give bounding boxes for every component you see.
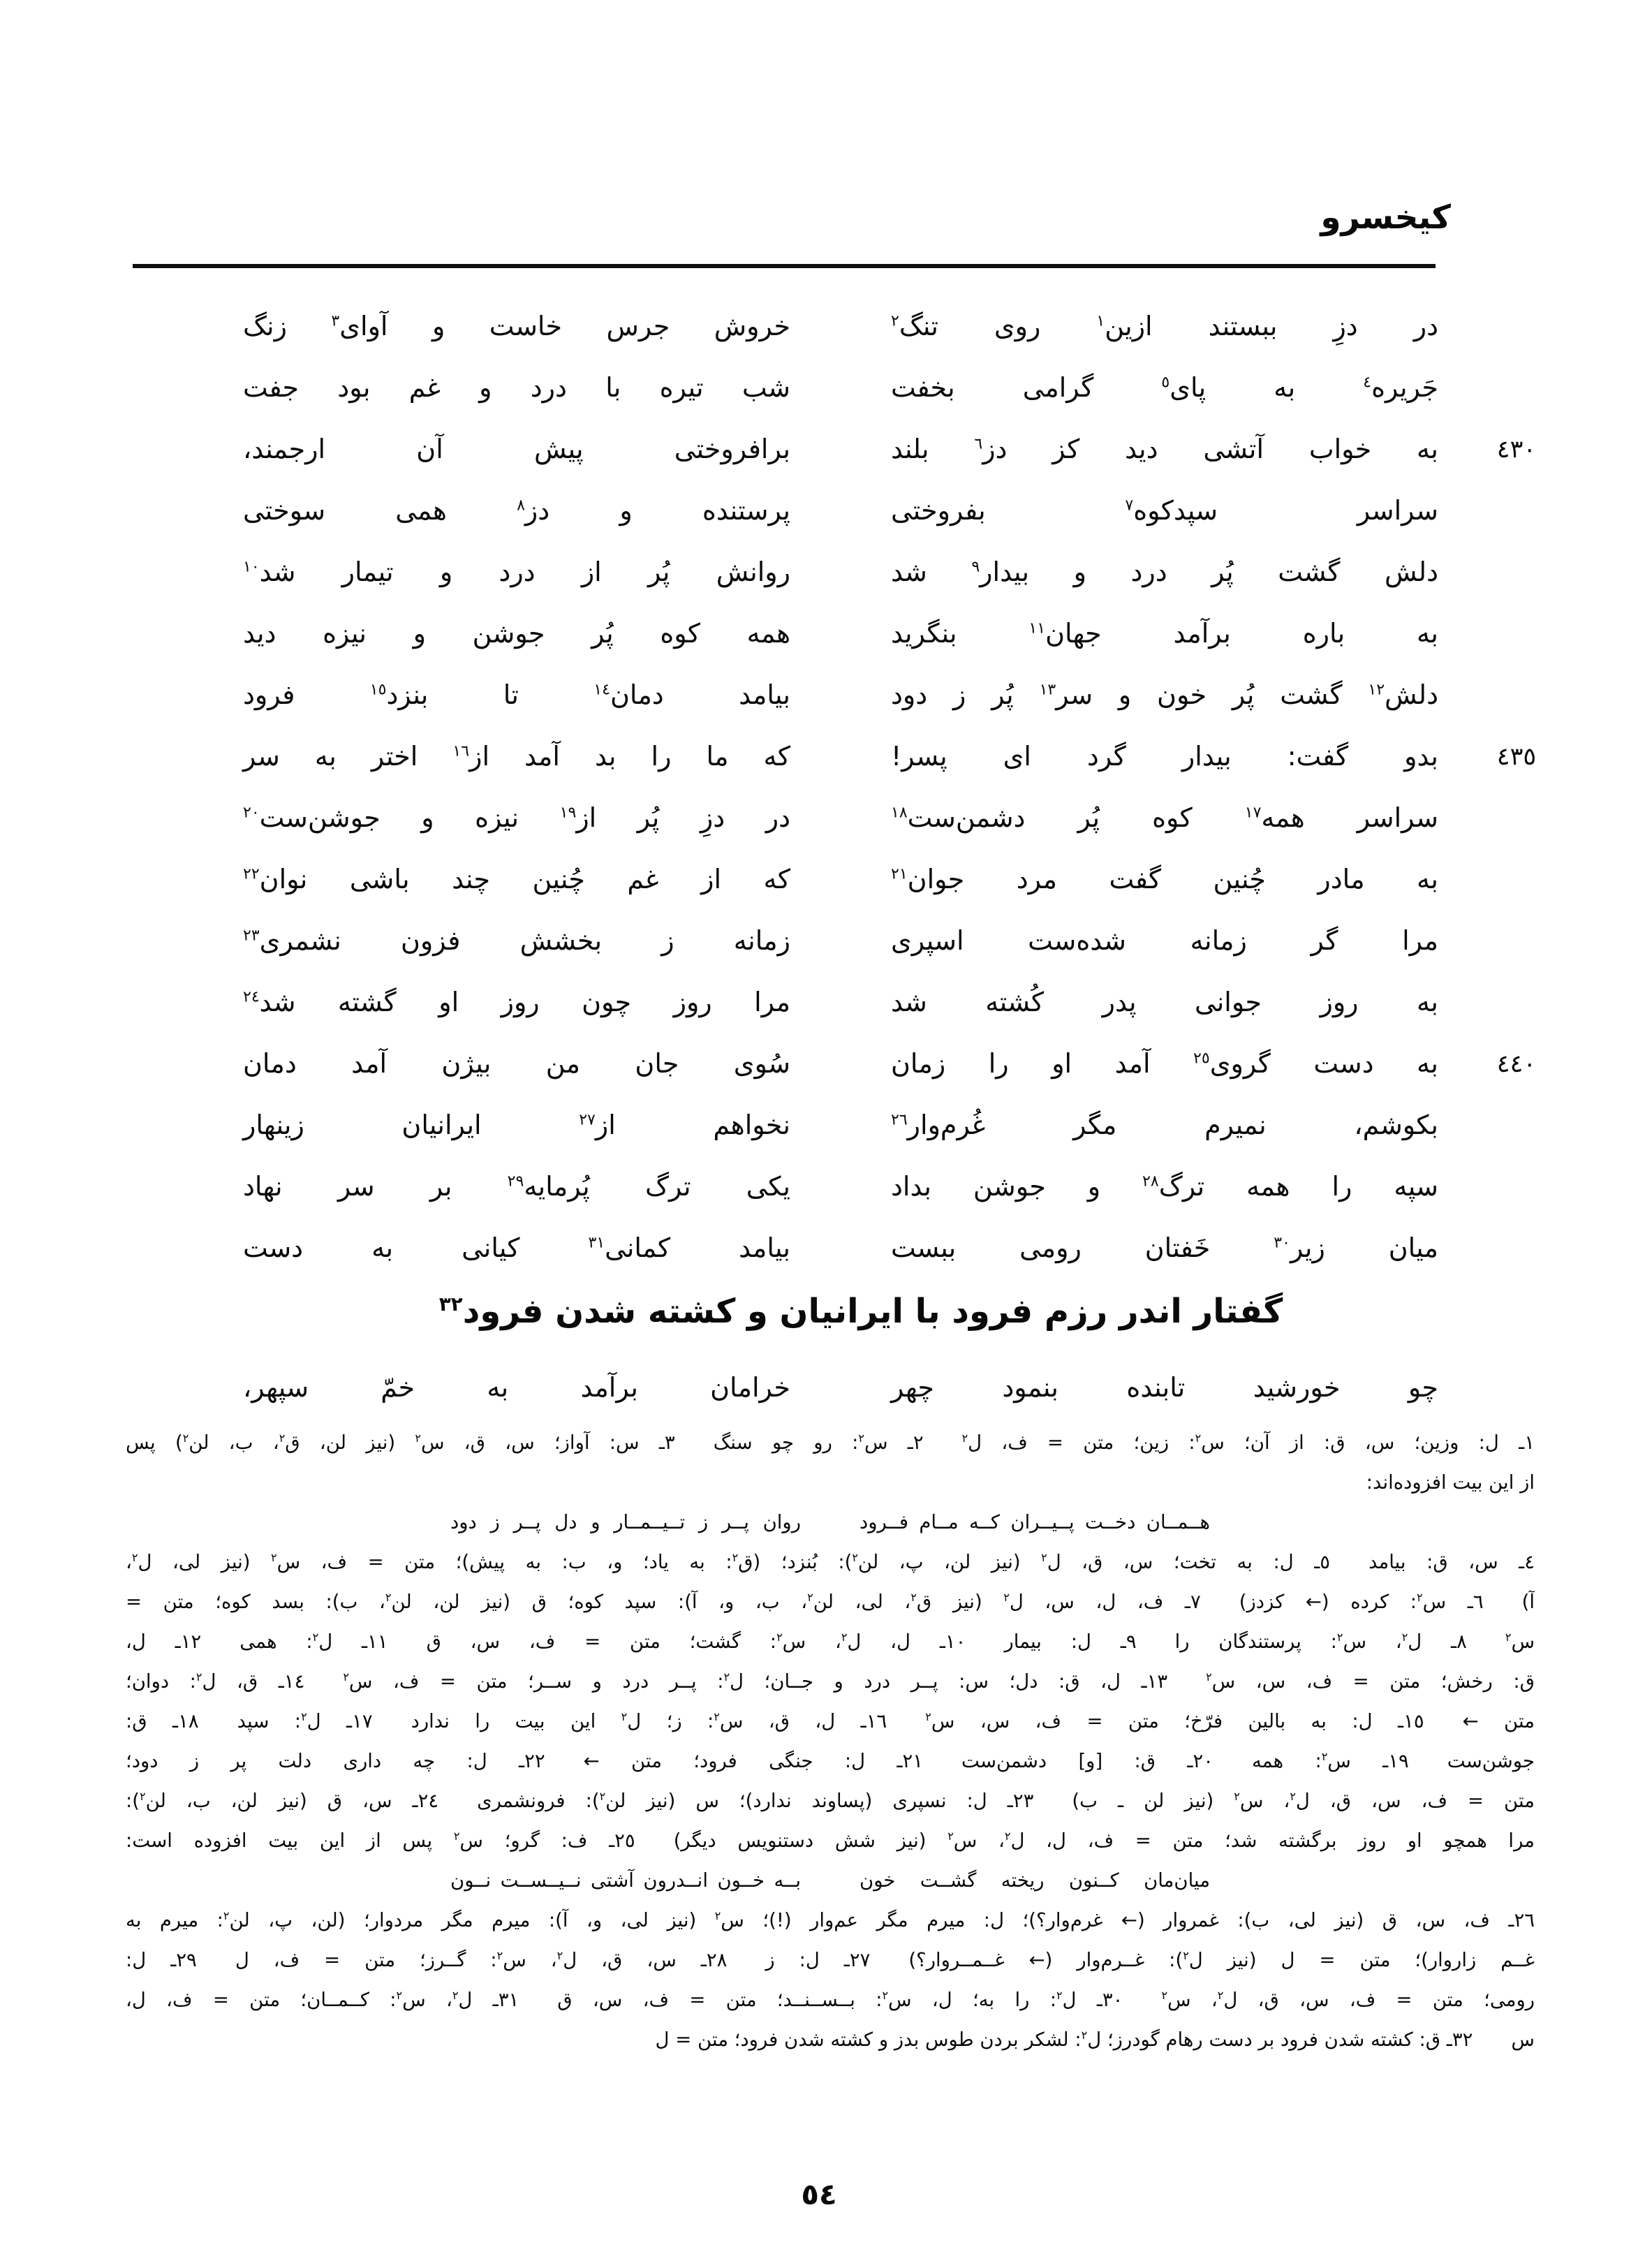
footnote-line: متن = ف، س، ق، ل$^٢$، س$^٢$ (نیز لن ـ ب) ٢٣ـ ل: نسپری (پساوند ندارد)؛ س (نیز لن$^٢$): فرونشمری ٢٤ـ س، ق (نیز لن، ب، لن$^٢$): xyxy=(126,1789,1535,1812)
hemistich-first: جَریره$^٤$ به پای$^٥$ گرامی بخفت xyxy=(891,372,1438,404)
header-divider-rule xyxy=(133,264,1436,268)
footnote-line: ٤ـ س، ق: بیامد ٥ـ ل: به تخت؛ س، ق، ل$^٢$ (نیز لن، پ، لن$^٢$): بُنزد؛ (ق$^٢$: به یاد؛ و، ب: به پیش)؛ متن = ف، س$^٢$ (نیز لی، ل$^٢$، xyxy=(126,1550,1535,1573)
hemistich-second: شب تیره با درد و غم بود جفت xyxy=(243,372,790,404)
hemistich-second: در دزِ پُر از$^{١٩}$ نیزه و جوشن‌ست$^{٢٠}$ xyxy=(243,802,790,834)
hemistich-second: همه کوه پُر جوشن و نیزه دید xyxy=(243,618,790,649)
hemistich-second: خرامان برآمد به خمّ سپهر، xyxy=(243,1372,790,1404)
verse-after-heading xyxy=(243,1357,1438,1419)
footnote-line: ق: رخش؛ متن = ف، س، س$^٢$ ١٣ـ ل، ق: دل؛ س: پــر درد و جــان؛ ل$^٢$: پــر درد و ســر؛ متن = ف، س$^٢$ ١٤ـ ق، ل$^٢$: دوان؛ xyxy=(126,1670,1535,1693)
hemistich-first: به خواب آتشی دید کز دز$^٦$ بلند xyxy=(891,434,1438,465)
footnote-line: س ٣٢ـ ق: کشته شدن فرود بر دست رهام گودرز؛ ل$^٢$: لشکر بردن طوس بدز و کشته شدن فرود؛ متن = ل xyxy=(655,2028,1535,2051)
hemistich-first: بدو گفت: بیدار گرد ای پسر! xyxy=(891,741,1438,772)
footnote-line: آ) ٦ـ س$^٢$: کرده (← کزدز) ٧ـ ف، ل، س، ل$^٢$ (نیز ق$^٢$، لی، لن$^٢$، ب، و، آ): سپد کوه؛ ق (نیز لن، لن$^٢$، ب): بسد کوه؛ متن = xyxy=(126,1590,1535,1613)
hemistich-first: میان زیر$^{٣٠}$ خَفتان رومی ببست xyxy=(891,1232,1439,1264)
poem-row xyxy=(243,603,1438,665)
poem-row xyxy=(243,972,1438,1033)
verse-number: ٤٣٠ xyxy=(1496,436,1537,464)
hemistich-second: یکی ترگ پُرمایه$^{٢٩}$ بر سر نهاد xyxy=(243,1171,790,1202)
poem-row xyxy=(243,788,1438,849)
poem-row xyxy=(243,726,1537,788)
poem-row xyxy=(243,480,1438,542)
hemistich-second: که از غم چُنین چند باشی نوان$^{٢٢}$ xyxy=(243,864,790,895)
poem-row xyxy=(243,1033,1537,1095)
hemistich-second: سُوی جان من بیژن آمد دمان xyxy=(243,1048,790,1080)
page-header-title: کیخسرو xyxy=(1320,198,1451,237)
poem-row xyxy=(243,419,1537,480)
hemistich-second: روانش پُر از درد و تیمار شد$^{١٠}$ xyxy=(243,557,790,588)
poem-row xyxy=(243,1218,1438,1279)
hemistich-first: سراسر سپدکوه$^٧$ بفروختی xyxy=(891,495,1438,526)
page-number: ٥٤ xyxy=(801,2177,837,2211)
poem-row xyxy=(243,542,1438,603)
hemistich-first: دلش$^{١٢}$ گشت پُر خون و سر$^{١٣}$ پُر ز دود xyxy=(891,679,1438,711)
verse-number: ٤٣٥ xyxy=(1496,743,1537,771)
footnote-verse-hemistich: هــمــان دخــت پــیــران کــه مــام فــرود xyxy=(859,1511,1210,1533)
hemistich-first: دلش گشت پُر درد و بیدار$^٩$ شد xyxy=(891,557,1438,588)
hemistich-second: مرا روز چون روز او گشته شد$^{٢٤}$ xyxy=(243,987,790,1018)
poem-row xyxy=(243,849,1438,911)
footnote-verse-line xyxy=(126,1861,1535,1901)
hemistich-first: به روز جوانی پدر کُشته شد xyxy=(891,987,1438,1018)
footnote-line: ٢٦ـ ف، س، ق (نیز لی، ب): غمروار (← غرم‌وار؟)؛ ل: میرم مگر عم‌وار (!)؛ س$^٢$ (نیز لی، و، آ): میرم مگر مردوار؛ (لن، پ، لن$^٢$: میرم به xyxy=(126,1908,1535,1931)
hemistich-second: خروش جرس خاست و آوای$^٣$ زنگ xyxy=(243,311,790,342)
hemistich-first: در دزِ ببستند ازین$^١$ روی تنگ$^٢$ xyxy=(891,311,1439,342)
poem-row xyxy=(243,1156,1438,1218)
hemistich-first: سپه را همه ترگ$^{٢٨}$ و جوشن بداد xyxy=(891,1171,1439,1202)
footnote-line: جوشن‌ست ١٩ـ س$^٢$: همه ٢٠ـ ق: [و] دشمن‌ست ٢١ـ ل: جنگی فرود؛ متن ← ٢٢ـ ل: چه داری دلت پر ز دود؛ xyxy=(126,1749,1535,1772)
footnote-line: غــم زاروار)؛ متن = ل (نیز ل$^٢$): غــرم‌وار (← غــمــروار؟) ٢٧ـ ل: ز ٢٨ـ س، ق، ل$^٢$، س$^٢$: گــرز؛ متن = ف، ل ٢٩ـ ل: xyxy=(126,1948,1535,1971)
hemistich-first: به باره برآمد جهان$^{١١}$ بنگرید xyxy=(891,618,1438,649)
section-heading: گفتار اندر رزم فرود با ایرانیان و کشته شدن فرود$^{٣٢}$ xyxy=(438,1292,1283,1331)
hemistich-first: به دست گروی$^{٢٥}$ آمد او را زمان xyxy=(891,1048,1438,1080)
hemistich-second: پرستنده و دز$^٨$ همی سوختی xyxy=(243,495,790,526)
footnote-verse-hemistich: میان‌مان کــنون ریخته گشــت خون xyxy=(859,1869,1210,1892)
poem-block xyxy=(243,296,1537,1279)
critical-apparatus xyxy=(126,1423,1535,2060)
hemistich-first: به مادر چُنین گفت مرد جوان$^{٢١}$ xyxy=(891,864,1438,895)
hemistich-second: که ما را بد آمد از$^{١٦}$ اختر به سر xyxy=(243,741,790,772)
footnote-line: ١ـ ل: وزین؛ س، ق: از آن؛ س$^٢$: زین؛ متن = ف، ل$^٢$ ٢ـ س$^٢$: رو چو سنگ ٣ـ س: آواز؛ س، ق، س$^٢$ (نیز لن، ق$^٢$، ب، لن$^٢$) پس xyxy=(126,1431,1535,1454)
footnote-verse-hemistich: بــه خــون انــدرون آشتی نــیــســت نــون xyxy=(450,1869,801,1892)
footnote-line: متن ← ١٥ـ ل: به بالین فرّخ؛ متن = ف، س، س$^٢$ ١٦ـ ل، ق، س$^٢$: ز؛ ل$^٢$ این بیت را ندارد ١٧ـ ل$^٢$: سپد ١٨ـ ق: xyxy=(126,1709,1535,1732)
hemistich-first: بکوشم، نمیرم مگر غُرم‌وار$^{٢٦}$ xyxy=(891,1110,1438,1141)
hemistich-first: سراسر همه$^{١٧}$ کوه پُر دشمن‌ست$^{١٨}$ xyxy=(891,802,1438,834)
footnote-verse-hemistich: روان پــر ز تــیــمــار و دل پــر ز دود xyxy=(450,1511,801,1533)
hemistich-second: زمانه ز بخشش فزون نشمری$^{٢٣}$ xyxy=(243,925,790,957)
hemistich-second: بیامد دمان$^{١٤}$ تا بنزد$^{١٥}$ فرود xyxy=(243,679,791,711)
poem-row xyxy=(243,665,1438,726)
poem-row xyxy=(243,1095,1438,1156)
hemistich-second: بیامد کمانی$^{٣١}$ کیانی به دست xyxy=(243,1232,790,1264)
verse-number: ٤٤٠ xyxy=(1496,1050,1537,1078)
footnote-line: مرا همچو او روز برگشته شد؛ متن = ف، ل، ل$^٢$، س$^٢$ (نیز شش دستنویس دیگر) ٢٥ـ ف: گرو؛ س$^٢$ پس از این بیت افزوده است: xyxy=(126,1829,1535,1852)
hemistich-first: مرا گر زمانه شده‌ست اسپری xyxy=(891,925,1438,957)
footnote-line: از این بیت افزوده‌اند: xyxy=(1366,1471,1535,1494)
footnote-verse-line xyxy=(126,1503,1535,1542)
hemistich-second: برافروختی پیش آن ارجمند، xyxy=(243,434,790,465)
poem-row xyxy=(243,911,1438,972)
poem-row xyxy=(243,296,1438,358)
hemistich-second: نخواهم از$^{٢٧}$ ایرانیان زینهار xyxy=(243,1110,790,1141)
poem-row xyxy=(243,1357,1438,1419)
poem-row xyxy=(243,358,1438,419)
footnote-line: س$^٢$ ٨ـ ل$^٢$، س$^٢$: پرستندگان را ٩ـ ل: بیمار ١٠ـ ل، ل$^٢$، س$^٢$: گشت؛ متن = ف، س، ق ١١ـ ل$^٢$: همی ١٢ـ ل، xyxy=(126,1630,1535,1653)
hemistich-first: چو خورشید تابنده بنمود چهر xyxy=(891,1372,1438,1404)
footnote-line: رومی؛ متن = ف، س، ق، ل$^٢$، س$^٢$ ٣٠ـ ل$^٢$: را به؛ ل، س$^٢$: بــســنــد؛ متن = ف، س، ق ٣١ـ ل$^٢$، س$^٢$: کــمــان؛ متن = ف، ل، xyxy=(126,1988,1535,2011)
